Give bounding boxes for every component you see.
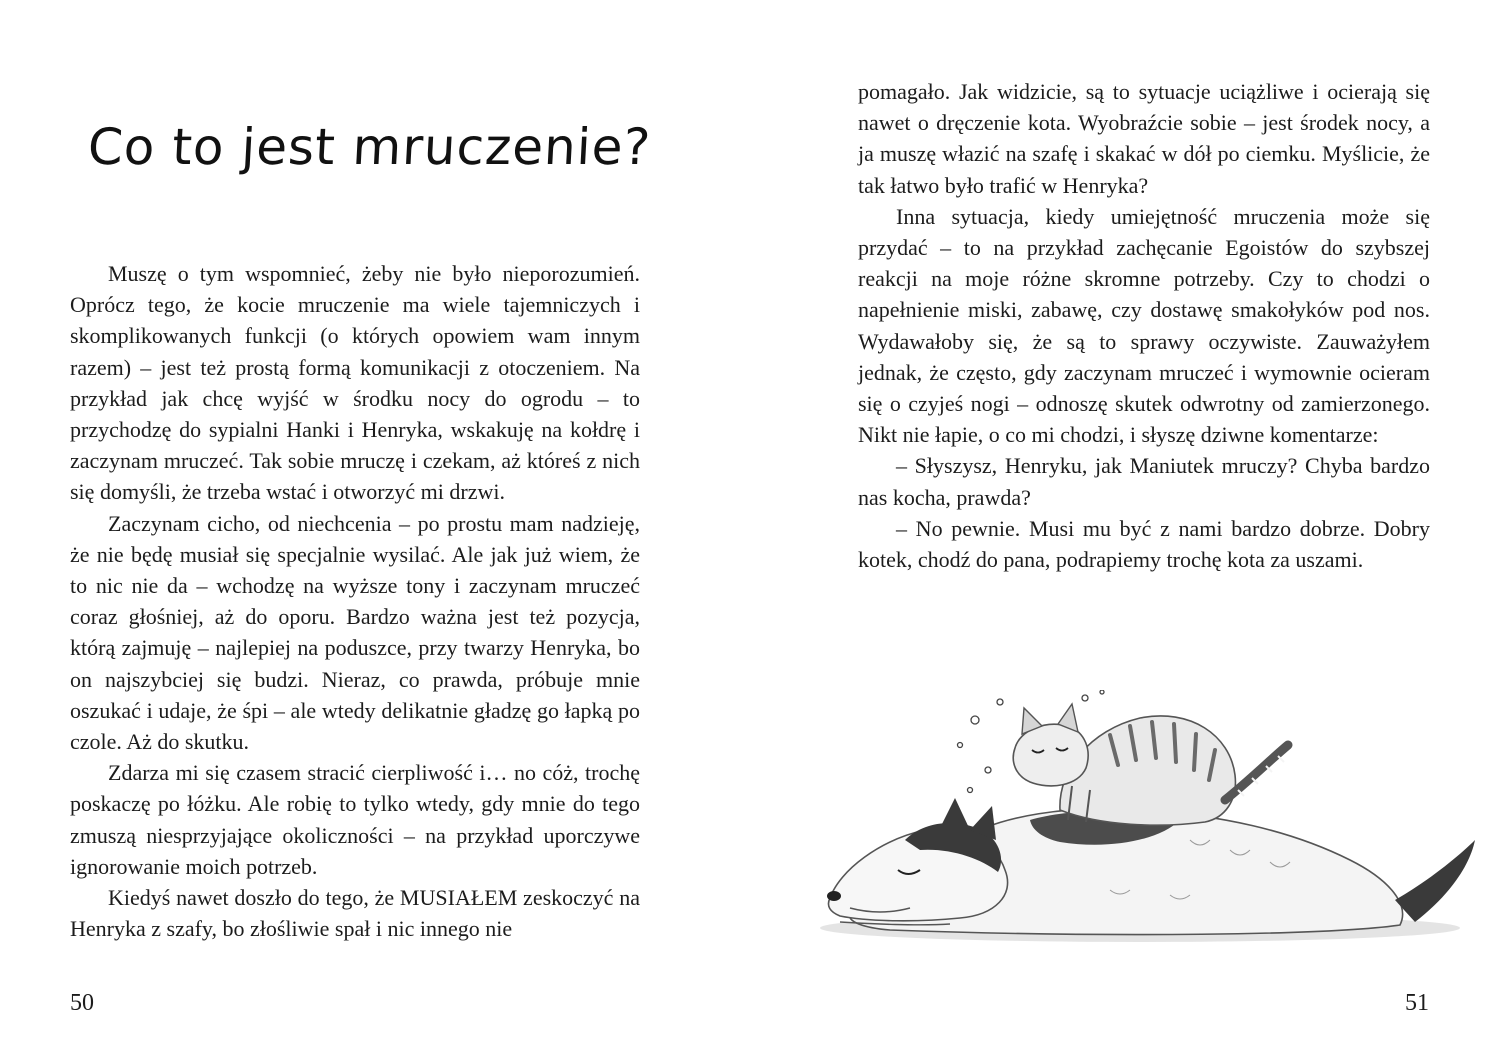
paragraph: Kiedyś nawet doszło do tego, że MUSIAŁEM zeskoczyć na Henryka z szafy, bo złośliwie spał i nic innego nie [70, 885, 640, 942]
page-number: 51 [1405, 990, 1429, 1016]
paragraph: – Słyszysz, Henryku, jak Maniutek mruczy? Chyba bardzo nas kocha, prawda? [858, 453, 1430, 510]
dog-tail [1395, 840, 1475, 922]
paragraph: – No pewnie. Musi mu być z nami bardzo dobrze. Dobry kotek, chodź do pana, podrapiemy trochę kota za uszami. [858, 515, 1430, 573]
dog-ear [940, 798, 970, 830]
cat-figure [1013, 704, 1288, 825]
right-page [750, 0, 1500, 1060]
page-number: 50 [70, 990, 94, 1016]
dog-nose [827, 891, 841, 901]
chapter-title: Co to jest mruczenie? [86, 118, 653, 176]
paragraph: Muszę o tym wspomnieć, żeby nie było nieporozumień. Oprócz tego, że kocie mruczenie ma wiele tajemniczych i skomplikowanych funkcji (o których opowiem wam innym razem) – jest też prostą formą komunikacji z otoczeniem. Na przykład jak chcę wyjść w środku nocy do ogrodu – to przychodzę do sypialni Hanki i Henryka, wskakuję na kołdrę i zaczynam mruczeć. Tak sobie mruczę i czekam, aż któreś z nich się domyśli, że trzeba wstać i otworzyć mi drzwi. [70, 261, 640, 505]
paragraph: Zaczynam cicho, od niechcenia – po prostu mam nadzieję, że nie będę musiał się specjalnie wysilać. Ale jak już wiem, że to nic nie da – wchodzę na wyższe tony i zaczynam mruczeć coraz głośniej, aż do oporu. Bardzo ważna jest też pozycja, którą zajmuję – najlepiej na poduszce, przy twarzy Henryka, bo on najszybciej się budzi. Nieraz, co prawda, próbuje mnie oszukać i udaje, że śpi – ale wtedy delikatnie gładzę go łapką po czole. Aż do skutku. [70, 510, 640, 755]
paragraph: Inna sytuacja, kiedy umiejętność mruczenia może się przydać – to na przykład zachęcanie Egoistów do szybszej reakcji na moje różne skromne potrzeby. Czy to chodzi o napełnienie miski, zabawę, czy dostawę smakołyków pod nos. Wydawałoby się, że są to sprawy oczywiste. Zauważyłem jednak, że często, gdy zaczynam mruczeć i wymownie ocieram się o czyjeś nogi – odnoszę skutek odwrotny od zamierzonego. Nikt nie łapie, o co mi chodzi, i słyszę dziwne komentarze: [858, 203, 1430, 448]
paragraph: pomagało. Jak widzicie, są to sytuacje uciążliwe i ocierają się nawet o dręczenie kota. Wyobraźcie sobie – jest środek nocy, a ja muszę włazić na szafę i skakać w dół po ciemku. Myślicie, że tak łatwo było trafić w Henryka? [858, 79, 1430, 198]
right-page-text [858, 76, 1430, 575]
left-page-text [70, 258, 640, 944]
paragraph: Zdarza mi się czasem stracić cierpliwość i… no cóż, trochę poskaczę po łóżku. Ale robię to tylko wtedy, gdy mnie do tego zmuszą niesprzyjające okoliczności – na przykład uporczywe ignorowanie moich potrzeb. [70, 760, 640, 879]
cat-on-dog-illustration [810, 690, 1500, 960]
